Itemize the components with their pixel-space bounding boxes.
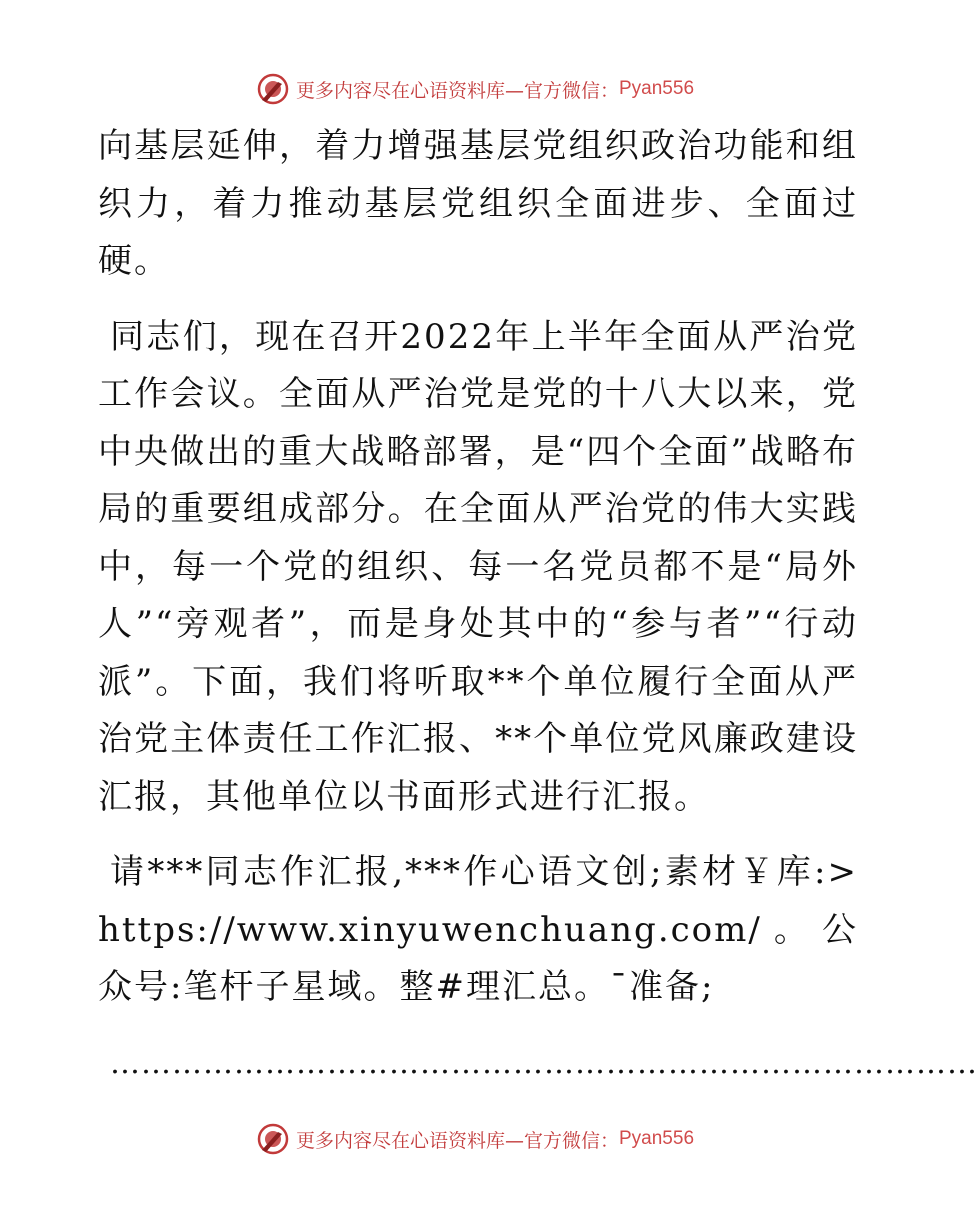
watermark-wechat-id: Pyan556	[619, 1128, 695, 1149]
paragraph: 向基层延伸，着力增强基层党组织政治功能和组织力，着力推动基层党组织全面进步、全面过硬。	[98, 126, 858, 281]
brand-logo-icon	[256, 72, 290, 106]
paragraph: 同志们，现在召开2022年上半年全面从严治党工作会议。全面从严治党是党的十八大以来，党中央做出的重大战略部署，是“四个全面”战略布局的重要组成部分。在全面从严治党的伟大实践中，每一个党的组织、每一名党员都不是“局外人”“旁观者”，而是身处其中的“参与者”“行动派”。下面，我们将听取**个单位履行全面从严治党主体责任工作汇报、**个单位党风廉政建设汇报，其他单位以书面形式进行汇报。	[98, 316, 858, 817]
brand-logo-icon	[256, 1122, 290, 1156]
footer-watermark	[0, 1122, 950, 1156]
watermark-text: 更多内容尽在心语资料库—官方微信：	[295, 79, 619, 102]
document-body	[98, 118, 978, 1092]
ellipsis-line: …………………………………………………………………………	[110, 1045, 978, 1081]
watermark-wechat-id: Pyan556	[619, 78, 695, 99]
header-watermark	[0, 72, 950, 106]
watermark-text: 更多内容尽在心语资料库—官方微信：	[295, 1129, 619, 1152]
paragraph: 请***同志作汇报,***作心语文创;素材￥库:>https://www.xinyuwenchuang.com/。公众号:笔杆子星域。整#理汇总。¯准备;	[98, 852, 858, 1007]
